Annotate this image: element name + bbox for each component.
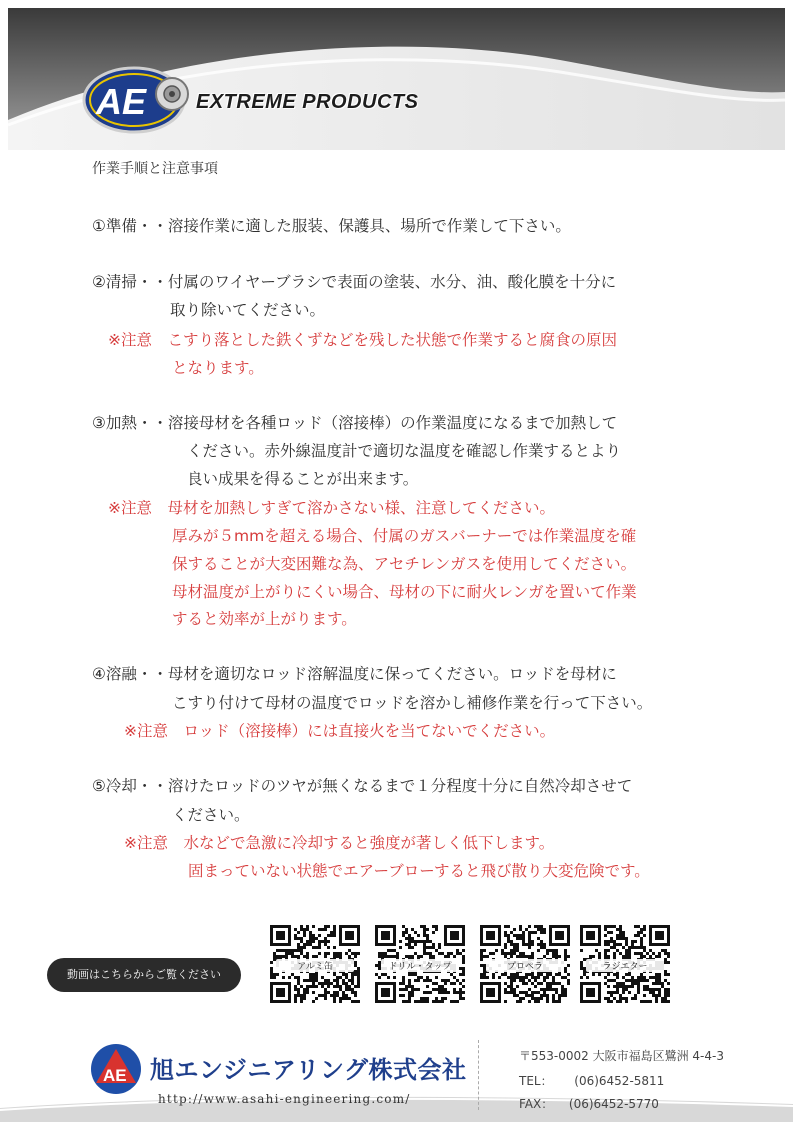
tel-row [519, 1072, 664, 1089]
step-2-line-2: 取り除いてください。 [170, 301, 326, 319]
company-name: 旭エンジニアリング株式会社 [150, 1056, 467, 1084]
fax-label: FAX： [519, 1097, 554, 1111]
step-3-note-1: ※注意 母材を加熱しすぎて溶かさない様、注意してください。 [108, 499, 555, 517]
qr-code-propeller[interactable] [480, 925, 570, 1003]
fax-row [519, 1095, 659, 1112]
brand-name: EXTREME PRODUCTS [196, 91, 419, 113]
qr-code-label: ラジエター [586, 959, 664, 972]
step-2-line-1: ②清掃・・付属のワイヤーブラシで表面の塗装、水分、油、酸化膜を十分に [92, 273, 617, 291]
qr-code-label: アルミ缶 [276, 959, 354, 972]
step-5-line-2: ください。 [172, 806, 250, 824]
step-3-note-2: 厚みが５mmを超える場合、付属のガスバーナーでは作業温度を確 [172, 527, 637, 545]
company-logo [86, 1043, 146, 1095]
step-3-line-1: ③加熱・・溶接母材を各種ロッド（溶接棒）の作業温度になるまで加熱して [92, 414, 618, 432]
footer-divider [478, 1040, 479, 1110]
step-4-note-1: ※注意 ロッド（溶接棒）には直接火を当てないでください。 [124, 722, 556, 740]
qr-code-radiator[interactable] [580, 925, 670, 1003]
step-1-line-1: ①準備・・溶接作業に適した服装、保護具、場所で作業して下さい。 [92, 217, 571, 235]
step-5-note-2: 固まっていない状態でエアーブローすると飛び散り大変危険です。 [188, 862, 650, 880]
fax-number: (06)6452-5770 [568, 1097, 659, 1111]
step-5-line-1: ⑤冷却・・溶けたロッドのツヤが無くなるまで１分程度十分に自然冷却させて [92, 777, 633, 795]
tel-label: TEL： [519, 1074, 553, 1088]
tel-number: (06)6452-5811 [574, 1074, 665, 1088]
step-4-line-1: ④溶融・・母材を適切なロッド溶解温度に保ってください。ロッドを母材に [92, 665, 617, 683]
qr-code-aluminum-can[interactable] [270, 925, 360, 1003]
company-url[interactable]: http://www.asahi-engineering.com/ [158, 1092, 411, 1106]
qr-code-label: プロペラ [486, 959, 564, 972]
ae-logo [82, 64, 194, 134]
step-4-line-2: こすり付けて母材の温度でロッドを溶かし補修作業を行って下さい。 [172, 694, 653, 712]
qr-code-drill-tap[interactable] [375, 925, 465, 1003]
ae-logo-text: AE [96, 81, 147, 122]
step-2-note-2: となります。 [172, 359, 264, 377]
step-3-note-5: すると効率が上がります。 [172, 610, 357, 628]
step-2-note-1: ※注意 こすり落とした鉄くずなどを残した状態で作業すると腐食の原因 [108, 331, 617, 349]
step-3-line-3: 良い成果を得ることが出来ます。 [187, 470, 419, 488]
step-3-line-2: ください。赤外線温度計で適切な温度を確認し作業するとより [187, 442, 622, 460]
step-3-note-3: 保することが大変困難な為、アセチレンガスを使用してください。 [172, 555, 637, 573]
company-address: 〒553-0002 大阪市福島区鷺洲 4-4-3 [519, 1049, 724, 1063]
step-5-note-1: ※注意 水などで急激に冷却すると強度が著しく低下します。 [124, 834, 555, 852]
step-3-note-4: 母材温度が上がりにくい場合、母材の下に耐火レンガを置いて作業 [172, 583, 637, 601]
qr-code-label: ドリル・タップ [381, 959, 459, 972]
video-link-label[interactable]: 動画はこちらからご覧ください [47, 958, 241, 992]
document-title: 作業手順と注意事項 [92, 161, 218, 177]
company-logo-text: AE [103, 1066, 127, 1085]
